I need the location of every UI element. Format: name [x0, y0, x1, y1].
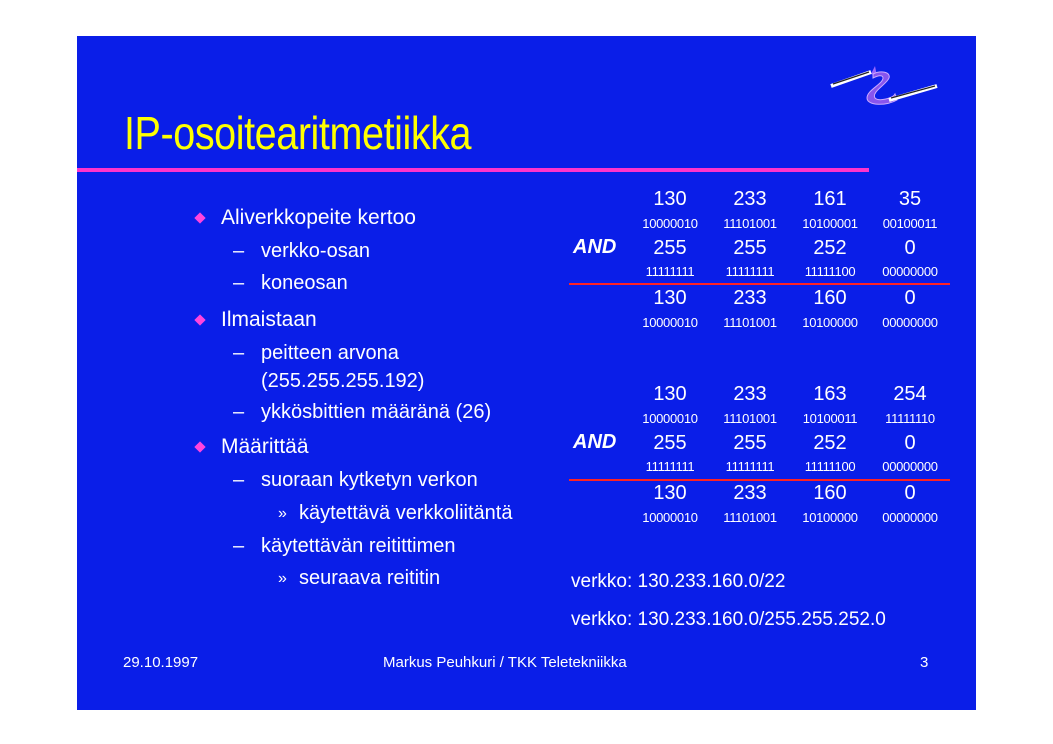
raquo-icon: » — [278, 505, 287, 522]
sub-bullet-1-1: verkko-osan — [261, 240, 370, 262]
result-binary: 10100000 — [802, 315, 858, 330]
bullet-diamond-icon — [194, 212, 205, 223]
slide-title: IP-osoitearitmetiikka — [124, 107, 472, 159]
result-octet: 233 — [733, 287, 767, 309]
result-octet: 160 — [813, 287, 847, 309]
network-mask: verkko: 130.233.160.0/255.255.252.0 — [571, 609, 886, 630]
result-octet: 130 — [653, 287, 687, 309]
result-binary: 11101001 — [723, 510, 777, 525]
ip-binary: 10100011 — [802, 411, 858, 426]
result-separator — [569, 479, 950, 481]
and-label: AND — [573, 236, 617, 258]
logo-icon — [827, 64, 942, 106]
ip-octet: 233 — [733, 383, 767, 405]
mask-binary: 11111100 — [804, 459, 856, 474]
ip-binary: 11101001 — [723, 216, 777, 231]
mask-binary: 00000000 — [882, 264, 938, 279]
dash-icon: – — [233, 342, 245, 364]
dash-icon: – — [233, 469, 245, 491]
mask-octet: 0 — [904, 237, 916, 259]
sub-sub-bullet-3-1: käytettävä verkkoliitäntä — [299, 502, 513, 524]
ip-octet: 163 — [813, 383, 847, 405]
dash-icon: – — [233, 535, 245, 557]
result-octet: 233 — [733, 482, 767, 504]
raquo-icon: » — [278, 570, 287, 587]
title-underline — [77, 168, 869, 172]
dash-icon: – — [233, 240, 245, 262]
sub-bullet-2-1-line2: (255.255.255.192) — [261, 370, 425, 392]
ip-octet: 254 — [893, 383, 927, 405]
and-label: AND — [573, 431, 617, 453]
ip-octet: 35 — [898, 188, 922, 210]
mask-binary: 00000000 — [882, 459, 938, 474]
ip-binary: 11101001 — [723, 411, 777, 426]
bullet-1: Aliverkkopeite kertoo — [221, 206, 416, 229]
dash-icon: – — [233, 272, 245, 294]
mask-binary: 11111100 — [804, 264, 856, 279]
bullet-3: Määrittää — [221, 435, 309, 458]
sub-sub-bullet-3-2: seuraava reititin — [299, 567, 441, 589]
sub-bullet-3-2: käytettävän reitittimen — [261, 535, 456, 557]
ip-binary: 11111110 — [885, 411, 935, 426]
mask-binary: 11111111 — [645, 264, 695, 279]
result-octet: 0 — [904, 287, 916, 309]
result-binary: 11101001 — [723, 315, 777, 330]
mask-binary: 11111111 — [725, 264, 775, 279]
ip-binary: 10000010 — [642, 411, 698, 426]
sub-bullet-2-2: ykkösbittien määränä (26) — [261, 401, 492, 423]
ip-binary: 10000010 — [642, 216, 698, 231]
result-binary: 10000010 — [642, 315, 698, 330]
ip-binary: 00100011 — [882, 216, 938, 231]
mask-binary: 11111111 — [725, 459, 775, 474]
mask-octet: 252 — [813, 237, 847, 259]
mask-octet: 0 — [904, 432, 916, 454]
footer-author: Markus Peuhkuri / TKK Teletekniikka — [383, 654, 627, 671]
ip-octet: 161 — [813, 188, 847, 210]
ip-octet: 130 — [653, 188, 687, 210]
bullet-diamond-icon — [194, 314, 205, 325]
result-octet: 0 — [904, 482, 916, 504]
footer-page-number: 3 — [920, 654, 929, 671]
footer-date: 29.10.1997 — [123, 654, 199, 671]
result-binary: 10100000 — [802, 510, 858, 525]
result-octet: 130 — [653, 482, 687, 504]
bullet-diamond-icon — [194, 441, 205, 452]
mask-octet: 255 — [653, 432, 687, 454]
mask-octet: 255 — [733, 237, 767, 259]
sub-bullet-3-1: suoraan kytketyn verkon — [261, 469, 478, 491]
sub-bullet-2-1: peitteen arvona — [261, 342, 399, 364]
ip-binary: 10100001 — [802, 216, 858, 231]
dash-icon: – — [233, 401, 245, 423]
network-cidr: verkko: 130.233.160.0/22 — [571, 571, 786, 592]
bullet-2: Ilmaistaan — [221, 308, 317, 331]
mask-octet: 255 — [653, 237, 687, 259]
mask-binary: 11111111 — [645, 459, 695, 474]
result-binary: 10000010 — [642, 510, 698, 525]
result-binary: 00000000 — [882, 510, 938, 525]
sub-bullet-1-2: koneosan — [261, 272, 348, 294]
mask-octet: 255 — [733, 432, 767, 454]
slide — [77, 36, 976, 710]
result-octet: 160 — [813, 482, 847, 504]
result-separator — [569, 283, 950, 285]
mask-octet: 252 — [813, 432, 847, 454]
ip-octet: 130 — [653, 383, 687, 405]
ip-octet: 233 — [733, 188, 767, 210]
result-binary: 00000000 — [882, 315, 938, 330]
